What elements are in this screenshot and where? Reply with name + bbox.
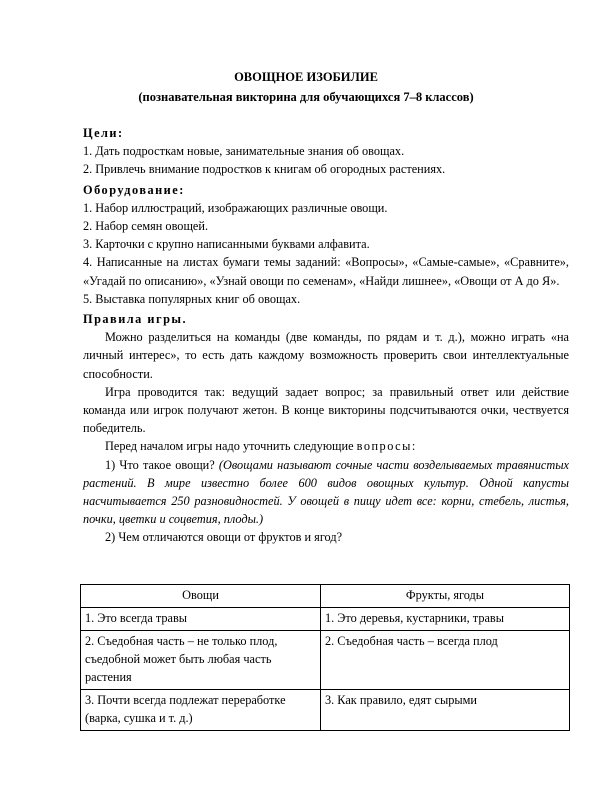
table-row bbox=[81, 631, 570, 690]
question-2: 2) Чем отличаются овощи от фруктов и ягод? bbox=[105, 530, 343, 545]
rules-heading: Правила игры. bbox=[83, 312, 188, 327]
document-title: ОВОЩНОЕ ИЗОБИЛИЕ bbox=[234, 70, 378, 84]
equipment-item: 5. Выставка популярных книг об овощах. bbox=[83, 291, 301, 306]
table-cell: 1. Это деревья, кустарники, травы bbox=[321, 608, 570, 631]
equipment-item: 4. Написанные на листах бумаги темы заданий: «Вопросы», «Самые-самые», «Сравните», «Угадай по описанию», «Узнай овощи по семенам», «Найди лишнее», «Овощи от А до Я». bbox=[83, 255, 569, 288]
equipment-heading: Оборудование: bbox=[83, 182, 185, 197]
document-body bbox=[83, 122, 569, 547]
table-cell: 1. Это всегда травы bbox=[81, 608, 321, 631]
goals-heading: Цели: bbox=[83, 126, 124, 140]
equipment-item: 3. Карточки с крупно написанными буквами алфавита. bbox=[83, 237, 370, 252]
table-cell: 3. Почти всегда подлежат переработке (варка, сушка и т. д.) bbox=[81, 690, 321, 731]
table-row bbox=[81, 608, 570, 631]
table-cell: 3. Как правило, едят сырыми bbox=[321, 690, 570, 731]
rules-paragraph: Игра проводится так: ведущий задает вопрос; за правильный ответ или действие команда или игрок получают жетон. В конце викторины подсчитываются очки, чествуется победитель. bbox=[83, 384, 569, 436]
table-header-cell: Фрукты, ягоды bbox=[321, 585, 570, 608]
questions-intro-spaced: вопросы: bbox=[356, 439, 417, 454]
questions-intro bbox=[83, 437, 569, 455]
table-header-cell: Овощи bbox=[81, 585, 321, 608]
document-subtitle: (познавательная викторина для обучающихся 7–8 классов) bbox=[138, 90, 474, 104]
question-1 bbox=[83, 456, 569, 529]
goal-item: 2. Привлечь внимание подростков к книгам об огородных растениях. bbox=[83, 162, 446, 177]
equipment-item: 1. Набор иллюстраций, изображающих различные овощи. bbox=[83, 200, 388, 215]
table-row bbox=[81, 690, 570, 731]
comparison-table bbox=[80, 584, 570, 731]
question-1-text: 1) Что такое овощи? bbox=[105, 457, 215, 472]
table-cell: 2. Съедобная часть – всегда плод bbox=[321, 631, 570, 690]
rules-paragraph: Можно разделиться на команды (две команды, по рядам и т. д.), можно играть «на личный интерес», то есть дать каждому возможность проверить свои интеллектуальные способности. bbox=[83, 330, 569, 381]
question-1-answer: (Овощами называют сочные части возделываемых травянистых растений. В мире известно более 600 видов овощных культур. Одной капусты насчитывается 250 разновидностей. У овощей в пищу идет все: корни, стебель, листья, почки, цветки и соцветия, плоды.) bbox=[83, 457, 569, 527]
table-cell: 2. Съедобная часть – не только плод, съедобной может быть любая часть растения bbox=[81, 631, 321, 690]
table-header-row bbox=[81, 585, 570, 608]
equipment-item: 2. Набор семян овощей. bbox=[83, 219, 209, 234]
goal-item: 1. Дать подросткам новые, занимательные знания об овощах. bbox=[83, 144, 405, 159]
questions-intro-text: Перед началом игры надо уточнить следующие bbox=[105, 439, 354, 454]
